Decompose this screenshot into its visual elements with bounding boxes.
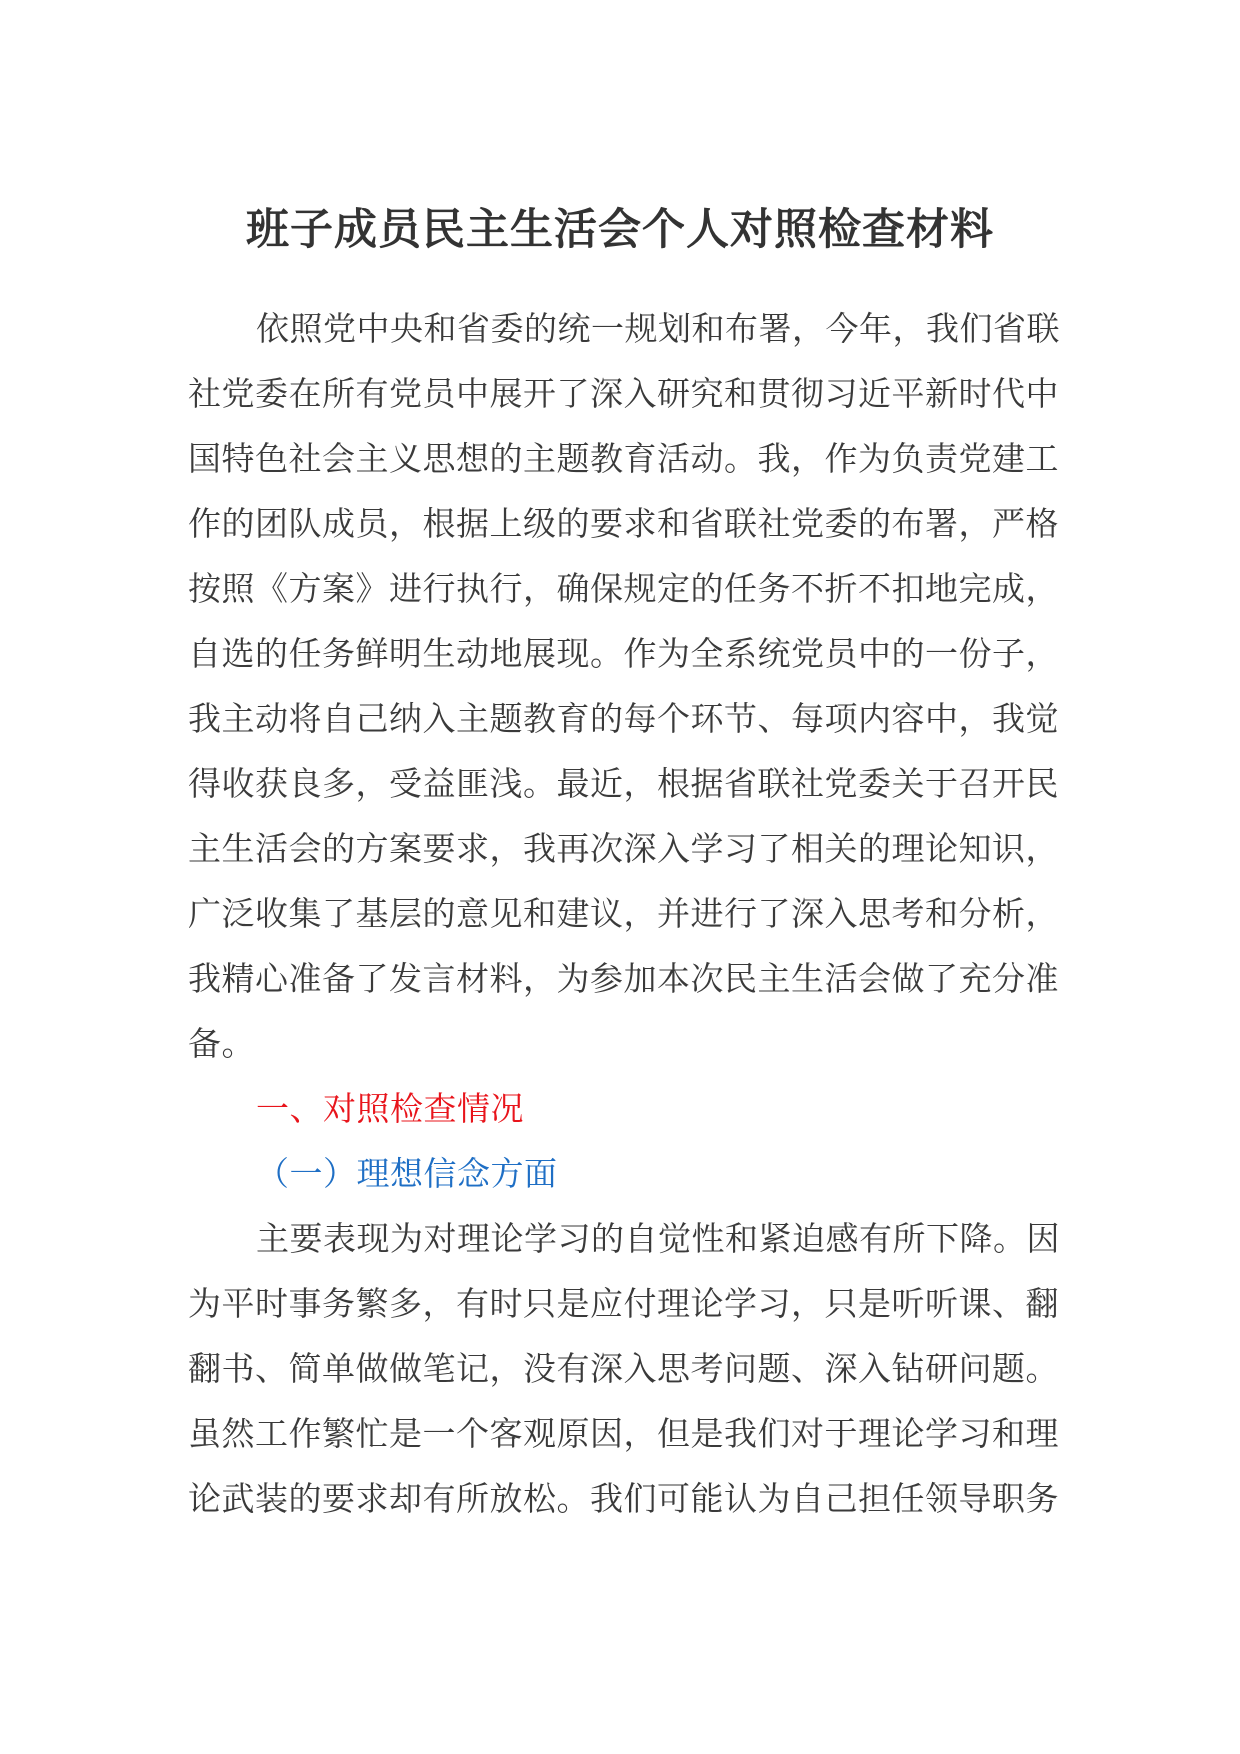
paragraph-line: 得收获良多，受益匪浅。最近，根据省联社党委关于召开民 [188, 764, 1059, 803]
paragraph-line: 作的团队成员，根据上级的要求和省联社党委的布署，严格 [188, 504, 1059, 543]
paragraph-line: 按照《方案》进行执行，确保规定的任务不折不扣地完成， [188, 569, 1059, 608]
paragraph-line: 为平时事务繁多，有时只是应付理论学习，只是听听课、翻 [188, 1284, 1059, 1323]
intro-paragraph [188, 296, 1068, 1076]
paragraph-line: 虽然工作繁忙是一个客观原因，但是我们对于理论学习和理 [188, 1414, 1059, 1453]
paragraph-line: 自选的任务鲜明生动地展现。作为全系统党员中的一份子， [188, 634, 1059, 673]
paragraph-line: 依照党中央和省委的统一规划和布署，今年，我们省联 [256, 309, 1060, 348]
paragraph-line: 广泛收集了基层的意见和建议，并进行了深入思考和分析， [188, 894, 1059, 933]
paragraph-line: 论武装的要求却有所放松。我们可能认为自己担任领导职务 [188, 1479, 1059, 1518]
section-heading-text: 一、对照检查情况 [256, 1089, 524, 1128]
subsection-heading [188, 1141, 1068, 1206]
document-title: 班子成员民主生活会个人对照检查材料 [246, 205, 994, 255]
paragraph-line: 主要表现为对理论学习的自觉性和紧迫感有所下降。因 [256, 1219, 1060, 1258]
paragraph-line: 翻书、简单做做笔记，没有深入思考问题、深入钻研问题。 [188, 1349, 1059, 1388]
paragraph-line: 社党委在所有党员中展开了深入研究和贯彻习近平新时代中 [188, 374, 1059, 413]
paragraph-line: 我主动将自己纳入主题教育的每个环节、每项内容中，我觉 [188, 699, 1059, 738]
section-heading [188, 1076, 1068, 1141]
subsection-heading-text: （一）理想信念方面 [256, 1154, 558, 1193]
paragraph-line: 主生活会的方案要求，我再次深入学习了相关的理论知识， [188, 829, 1059, 868]
paragraph-line: 国特色社会主义思想的主题教育活动。我，作为负责党建工 [188, 439, 1059, 478]
body-paragraph [188, 1206, 1068, 1531]
paragraph-line: 我精心准备了发言材料，为参加本次民主生活会做了充分准 [188, 959, 1059, 998]
paragraph-line: 备。 [188, 1024, 255, 1063]
